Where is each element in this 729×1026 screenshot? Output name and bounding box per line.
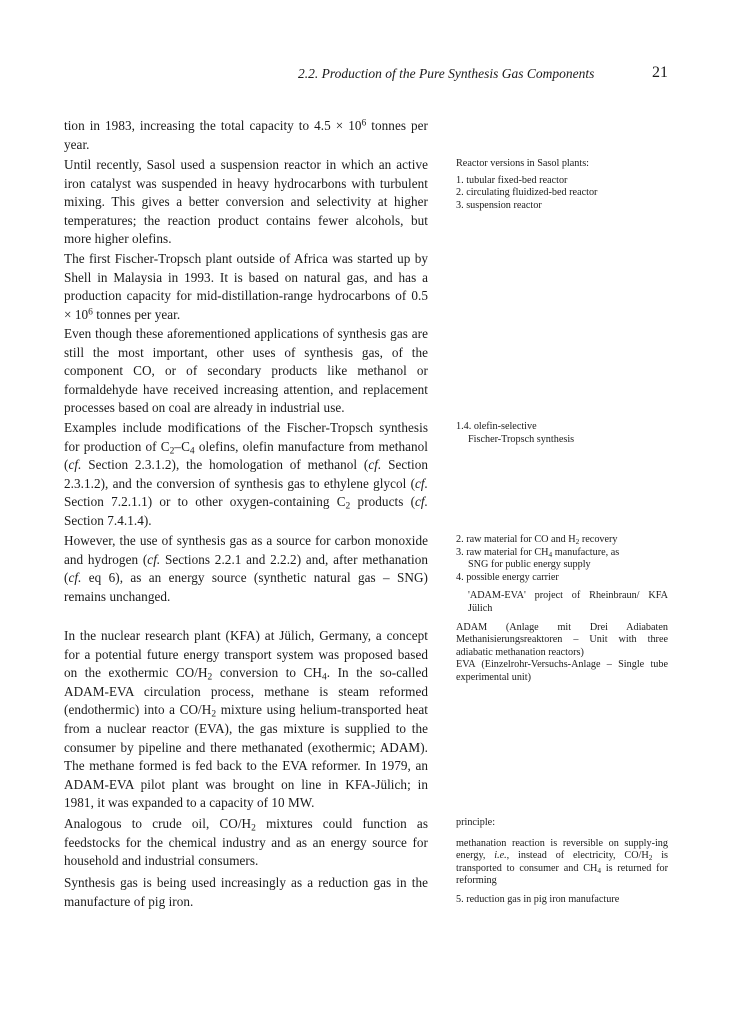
margin-note-uses-list: 2. raw material for CO and $H_2$ recovery 3. raw material for $CH_4$ manufacture, as SNG for public energy supply 4. possible energy carrier 'ADAM-EVA' project of Rheinbraun/ KFA Jülich ADAM (Anlage mit Drei Adiabaten Methanisierungsreaktoren – Unit with three adiabatic methanation reactors) EVA (Einzelrohr-Versuchs-Anlage – Single tube experimental unit) [456, 534, 668, 683]
paragraph-pig-iron: Synthesis gas is being used increasingly as a reduction gas in the manufacture of pig iron. [64, 875, 428, 909]
paragraph-kfa-julich: In the nuclear research plant (KFA) at Jülich, Germany, a concept for a potential future energy transport system was proposed based on the exothermic $CO/H_2$ conversion to $CH_4$. In the so-called ADAM-EVA circulation process, methane is steam reformed (endothermic) into a $CO/H_2$ mixture using helium-transported heat from a nuclear reactor (EVA), the gas mixture is supplied to the consumer by pipeline and there methanated (exothermic; ADAM). The methane formed is fed back to the EVA reformer. In 1979, an ADAM-EVA pilot plant was brought on line in KFA-Jülich; in 1981, it was expanded to a capacity of 10 MW. [64, 628, 428, 811]
margin-list-item: 1. tubular fixed-bed reactor [456, 174, 568, 186]
running-title: 2.2. Production of the Pure Synthesis Gas Components [298, 66, 595, 81]
paragraph-suspension-reactor: Until recently, Sasol used a suspension reactor in which an active iron catalyst was suspended in heavy hydrocarbons with turbulent mixing. This gives a better conversion and selectivity at higher temperatures; the reaction product contains fewer alcohols, but more higher olefins. [64, 157, 428, 247]
margin-list-item: 3. suspension reactor [456, 199, 542, 211]
paragraph-capacity: tion in 1983, increasing the total capacity to $4.5 \times 10^6$ tonnes per year. [64, 118, 429, 152]
paragraph-crude-oil-analogy: Analogous to crude oil, $CO/H_2$ mixtures could function as feedstocks for the chemical industry and as an energy source for household and industrial consumers. [64, 816, 429, 869]
margin-note-reduction-gas: 5. reduction gas in pig iron manufacture [456, 894, 620, 905]
margin-list-item: 2. circulating fluidized-bed reactor [456, 187, 598, 199]
page-number: 21 [652, 64, 668, 81]
paragraph-synthesis-gas-source: However, the use of synthesis gas as a source for carbon monoxide and hydrogen (cf. Sections 2.2.1 and 2.2.2) and, after methanation (cf. eq 6), as an energy source (synthetic natural gas – SNG) remains unchanged. [64, 533, 428, 604]
margin-note-olefin-selective: 1.4. olefin-selective Fischer-Tropsch synthesis [456, 421, 575, 445]
margin-note-reactor-versions: Reactor versions in Sasol plants: 1. tubular fixed-bed reactor 2. circulating fluidized-bed reactor 3. suspension reactor [456, 158, 668, 212]
margin-project-name: 'ADAM-EVA' project of Rheinbraun/ KFA Jülich [468, 590, 668, 614]
paragraph-shell-malaysia: The first Fischer-Tropsch plant outside of Africa was started up by Shell in Malaysia in 1993. It is based on natural gas, and has a production capacity for mid-distillation-range hydrocarbons of $0.5 \times 10^6$ tonnes per year. [64, 251, 428, 322]
paragraph-examples: Examples include modifications of the Fischer-Tropsch synthesis for production of $C_2-C_4$ olefins, olefin manufacture from methanol (cf. Section 2.3.1.2), the homologation of methanol (cf. Section 2.3.1.2), and the conversion of synthesis gas to ethylene glycol (cf. Section 7.2.1.1) or to other oxygen-containing $C_2$ products (cf. Section 7.4.1.4). [64, 420, 429, 528]
margin-adam-definition: ADAM (Anlage mit Drei Adiabaten Methanisierungsreaktoren – Unit with three adiabatic methanation reactors) [456, 621, 668, 658]
running-header [298, 66, 668, 82]
margin-note-principle: principle: methanation reaction is reversible on supply-ing energy, i.e., instead of electricity, $CO/H_2$ is transported to consumer and $CH_4$ is returned for reforming [456, 817, 669, 887]
margin-eva-definition: EVA (Einzelrohr-Versuchs-Anlage – Single tube experimental unit) [456, 659, 668, 683]
paragraph-other-uses: Even though these aforementioned applications of synthesis gas are still the most important, other uses of synthesis gas, of the component CO, or of secondary products like methanol or formaldehyde have received increasing attention, and replacement processes based on coal are already in industrial use. [64, 326, 428, 416]
